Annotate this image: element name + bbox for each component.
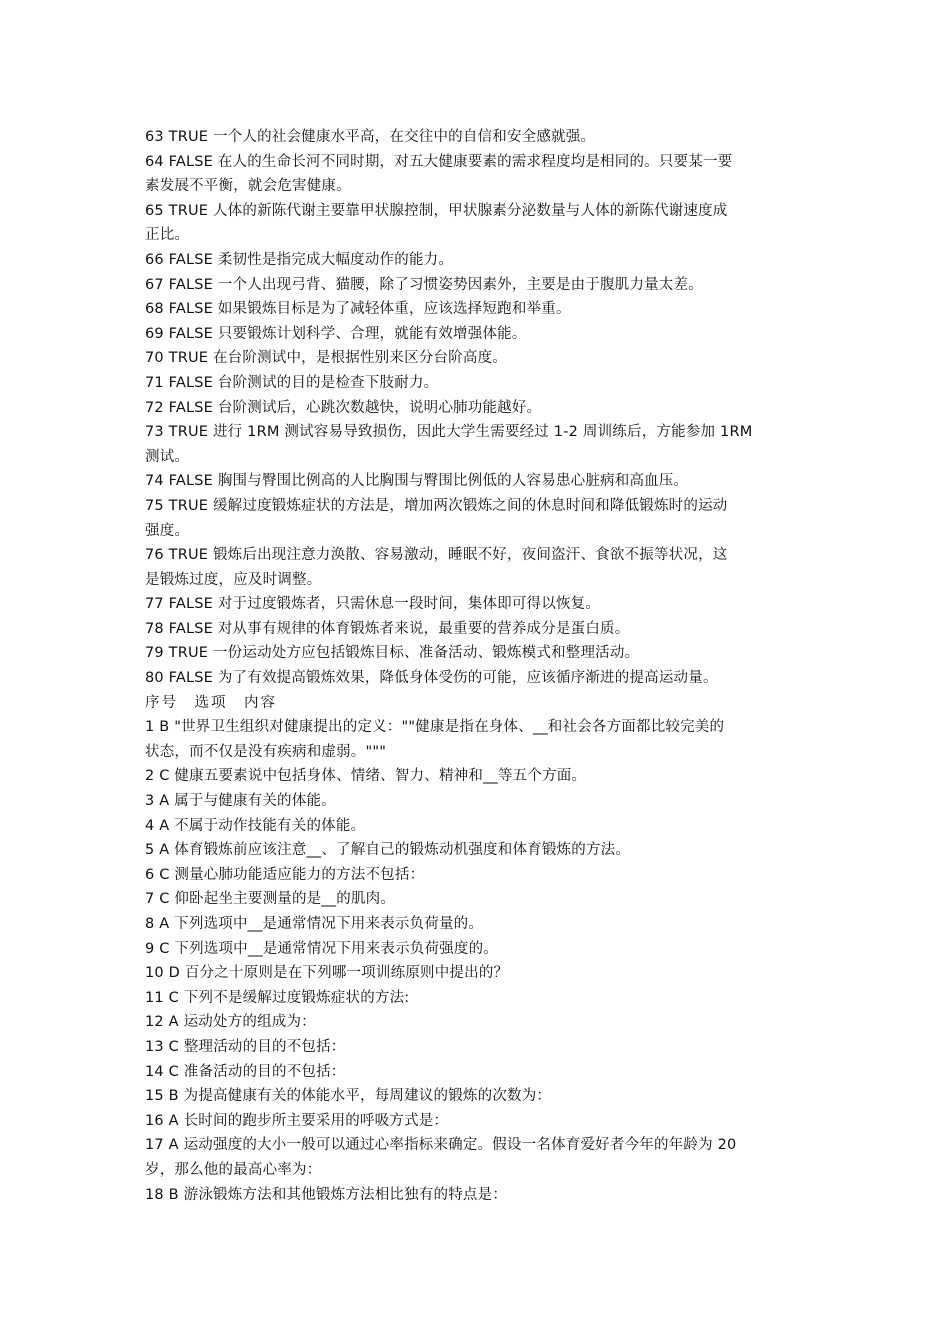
text-line: 4 A 不属于动作技能有关的体能。	[145, 817, 366, 834]
text-line: 7 C 仰卧起坐主要测量的是__的肌肉。	[145, 891, 396, 908]
text-line: 岁，那么他的最高心率为：	[145, 1161, 322, 1178]
text-line: 67 FALSE 一个人出现弓背、猫腰，除了习惯姿势因素外，主要是由于腹肌力量太差。	[145, 276, 703, 293]
text-line: 73 TRUE 进行 1RM 测试容易导致损伤，因此大学生需要经过 1-2 周训练后，方能参加 1RM	[145, 424, 753, 441]
text-line: 76 TRUE 锻炼后出现注意力涣散、容易激动，睡眠不好，夜间盗汗、食欲不振等状况，这	[145, 547, 728, 564]
text-line: 78 FALSE 对从事有规律的体育锻炼者来说，最重要的营养成分是蛋白质。	[145, 620, 630, 637]
text-line: 8 A 下列选项中__是通常情况下用来表示负荷量的。	[145, 916, 484, 932]
text-line: 72 FALSE 台阶测试后，心跳次数越快，说明心肺功能越好。	[145, 399, 542, 416]
text-line: 65 TRUE 人体的新陈代谢主要靠甲状腺控制，甲状腺素分泌数量与人体的新陈代谢速度成	[145, 202, 728, 219]
text-line: 强度。	[145, 522, 190, 539]
text-line: 80 FALSE 为了有效提高锻炼效果，降低身体受伤的可能，应该循序渐进的提高运动量。	[145, 670, 718, 687]
text-line: 测试。	[145, 448, 190, 465]
text-line: 状态，而不仅是没有疾病和虚弱。"""	[145, 743, 387, 760]
text-line: 是锻炼过度，应及时调整。	[145, 571, 322, 588]
text-line: 74 FALSE 胸围与臀围比例高的人比胸围与臀围比例低的人容易患心脏病和高血压。	[145, 473, 689, 490]
text-line: 素发展不平衡，就会危害健康。	[145, 178, 351, 195]
text-line: 70 TRUE 在台阶测试中，是根据性别来区分台阶高度。	[145, 350, 507, 367]
text-line: 正比。	[145, 227, 190, 244]
text-line: 71 FALSE 台阶测试的目的是检查下肢耐力。	[145, 374, 439, 391]
text-line: 17 A 运动强度的大小一般可以通过心率指标来确定。假设一名体育爱好者今年的年龄为 20	[145, 1137, 737, 1154]
text-line: 13 C 整理活动的目的不包括：	[145, 1038, 346, 1055]
text-line: 18 B 游泳锻炼方法和其他锻炼方法相比独有的特点是：	[145, 1186, 508, 1203]
text-line: 69 FALSE 只要锻炼计划科学、合理，就能有效增强体能。	[145, 325, 527, 342]
text-line: 14 C 准备活动的目的不包括：	[145, 1063, 346, 1080]
text-line: 11 C 下列不是缓解过度锻炼症状的方法:	[145, 989, 410, 1006]
text-line: 5 A 体育锻炼前应该注意__、了解自己的锻炼动机强度和体育锻炼的方法。	[145, 842, 631, 859]
text-line: 9 C 下列选项中__是通常情况下用来表示负荷强度的。	[145, 940, 498, 957]
text-line: 75 TRUE 缓解过度锻炼症状的方法是，增加两次锻炼之间的休息时间和降低锻炼时的运动	[145, 497, 728, 514]
text-line: 3 A 属于与健康有关的体能。	[145, 793, 336, 810]
text-line: 2 C 健康五要素说中包括身体、情绪、智力、精神和__等五个方面。	[145, 768, 587, 785]
text-line: 79 TRUE 一份运动处方应包括锻炼目标、准备活动、锻炼模式和整理活动。	[145, 645, 640, 662]
text-line: 68 FALSE 如果锻炼目标是为了减轻体重，应该选择短跑和举重。	[145, 301, 571, 318]
text-line: 77 FALSE 对于过度锻炼者，只需休息一段时间，集体即可得以恢复。	[145, 596, 601, 613]
text-line: 64 FALSE 在人的生命长河不同时期，对五大健康要素的需求程度均是相同的。只要某一要	[145, 153, 733, 170]
text-line: 15 B 为提高健康有关的体能水平，每周建议的锻炼的次数为：	[145, 1088, 552, 1105]
text-line: 10 D 百分之十原则是在下列哪一项训练原则中提出的？	[145, 965, 509, 982]
text-line: 1 B "世界卫生组织对健康提出的定义：""健康是指在身体、__和社会各方面都比较完美的	[145, 719, 725, 736]
document-body	[145, 125, 808, 1207]
text-line: 16 A 长时间的跑步所主要采用的呼吸方式是：	[145, 1112, 449, 1129]
text-line: 6 C 测量心肺功能适应能力的方法不包括：	[145, 866, 425, 883]
text-line: 66 FALSE 柔韧性是指完成大幅度动作的能力。	[145, 251, 454, 268]
table-header-line: 序号 选项 内容	[145, 694, 277, 711]
text-line: 12 A 运动处方的组成为：	[145, 1014, 316, 1031]
text-line: 63 TRUE 一个人的社会健康水平高，在交往中的自信和安全感就强。	[145, 129, 596, 145]
